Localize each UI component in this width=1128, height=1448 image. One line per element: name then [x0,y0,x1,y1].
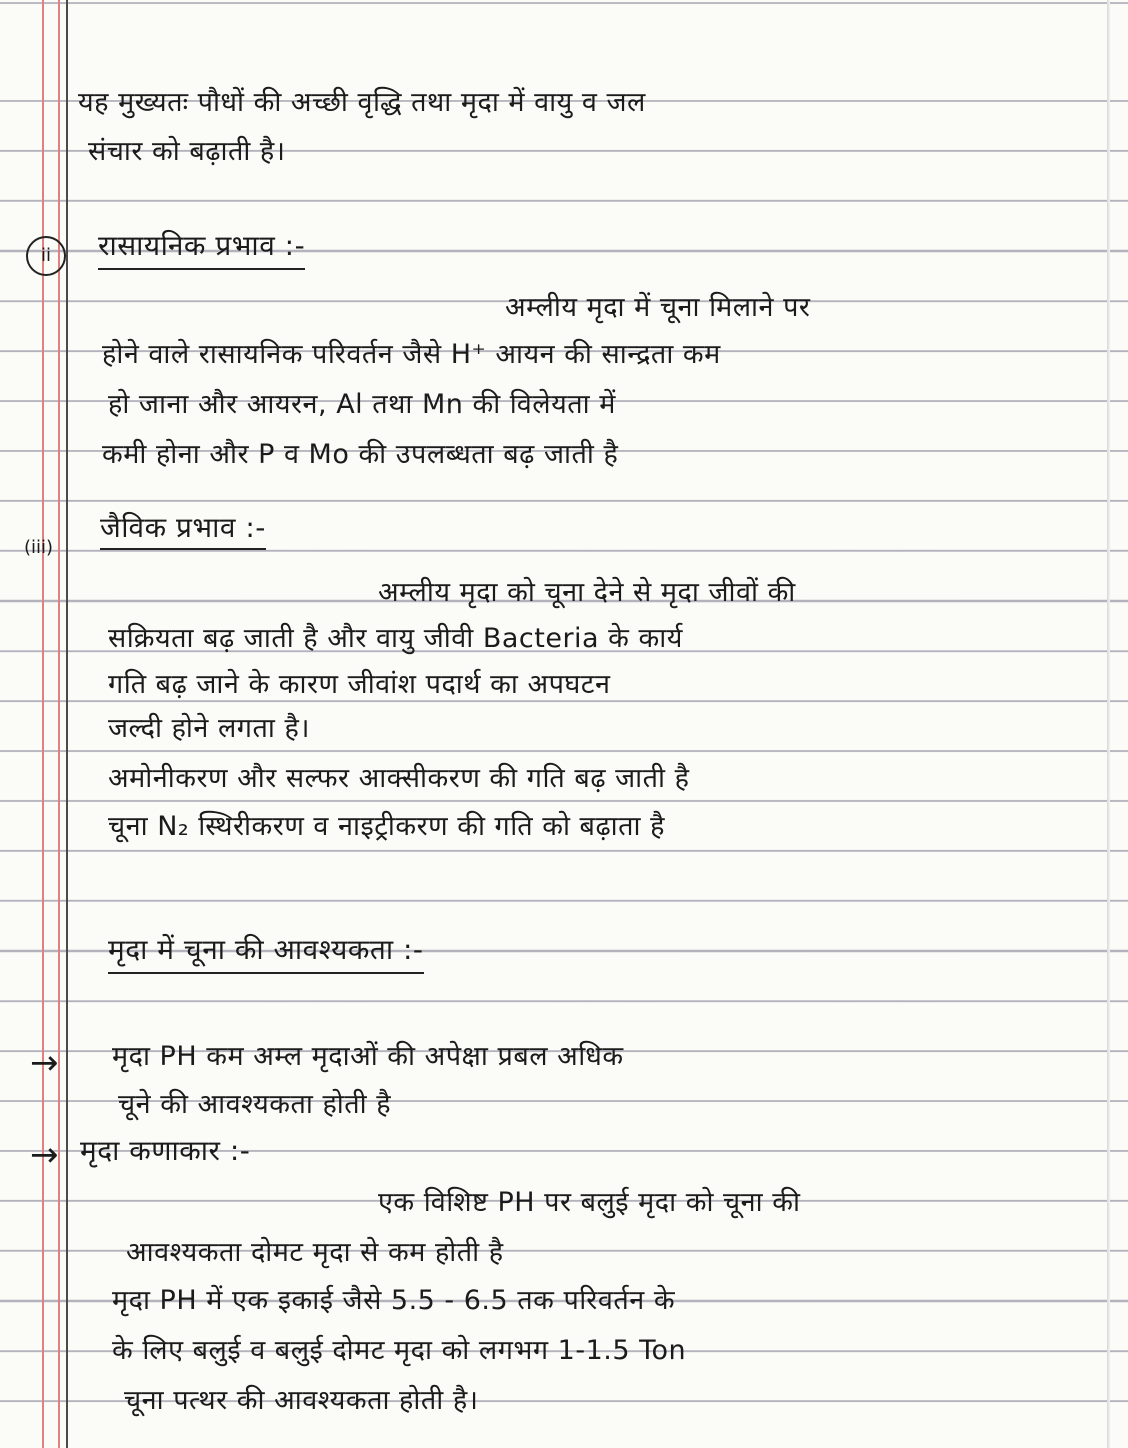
margin-line [58,0,60,1448]
section-heading: रासायनिक प्रभाव :- [98,224,305,270]
page-edge [1107,0,1110,1448]
section-subheading: मृदा कणाकार :- [80,1134,251,1167]
text-line: आवश्यकता दोमट मृदा से कम होती है [126,1237,504,1268]
text-line: जल्दी होने लगता है। [108,713,311,744]
text-line: सक्रियता बढ़ जाती है और वायु जीवी Bacteria के कार्य [108,623,683,654]
margin-line [42,0,44,1448]
text-line: गति बढ़ जाने के कारण जीवांश पदार्थ का अपघटन [108,669,611,700]
text-line: अमोनीकरण और सल्फर आक्सीकरण की गति बढ़ जाती है [108,763,690,794]
section-heading: मृदा में चूना की आवश्यकता :- [108,928,424,974]
text-line: चूने की आवश्यकता होती है [118,1089,392,1120]
section-marker: ii [26,236,66,276]
text-line: संचार को बढ़ाती है। [88,136,286,167]
text-line: चूना पत्थर की आवश्यकता होती है। [124,1385,479,1416]
margin-line [66,0,68,1448]
text-line: कमी होना और P व Mo की उपलब्धता बढ़ जाती है [102,439,619,470]
text-line: अम्लीय मृदा को चूना देने से मृदा जीवों की [378,577,796,608]
text-line: हो जाना और आयरन, Al तथा Mn की विलेयता में [108,389,616,420]
text-line: मृदा PH में एक इकाई जैसे 5.5 - 6.5 तक परिवर्तन के [112,1285,676,1316]
section-marker: (iii) [24,537,54,558]
text-line: एक विशिष्ट PH पर बलुई मृदा को चूना की [378,1187,801,1218]
text-line: मृदा PH कम अम्ल मृदाओं की अपेक्षा प्रबल अधिक [112,1041,624,1072]
arrow-icon: → [30,1135,59,1175]
text-line: चूना N₂ स्थिरीकरण व नाइट्रीकरण की गति को बढ़ाता है [108,811,665,842]
text-line: के लिए बलुई व बलुई दोमट मृदा को लगभग 1-1.5 Ton [112,1335,687,1366]
arrow-icon: → [30,1043,59,1083]
section-heading: जैविक प्रभाव :- [100,508,266,550]
text-line: यह मुख्यतः पौधों की अच्छी वृद्धि तथा मृदा में वायु व जल [78,87,646,118]
text-line: होने वाले रासायनिक परिवर्तन जैसे H⁺ आयन की सान्द्रता कम [102,339,721,370]
text-line: अम्लीय मृदा में चूना मिलाने पर [505,292,811,323]
